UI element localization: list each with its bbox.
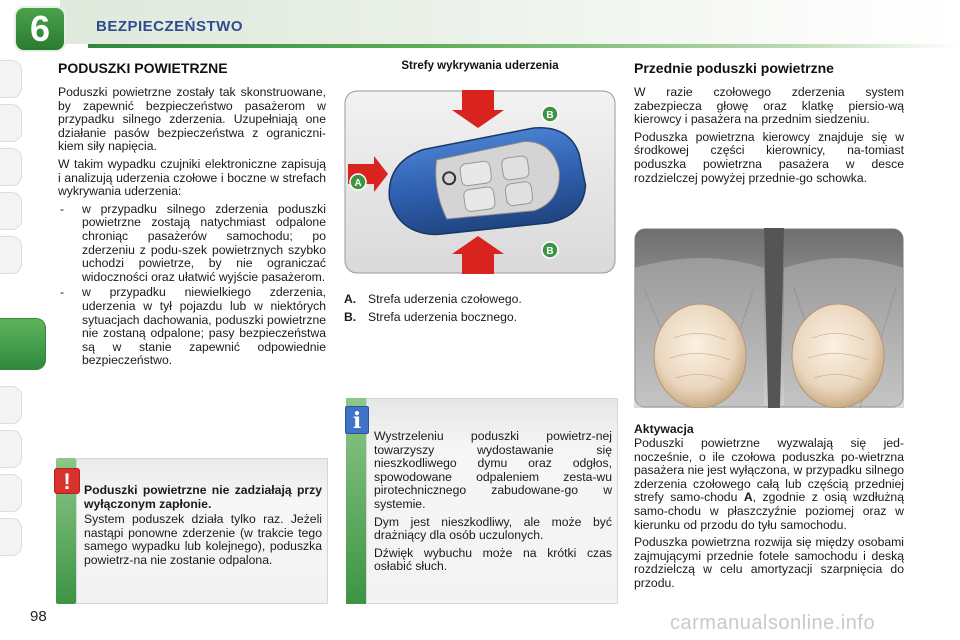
activation-section xyxy=(634,422,904,595)
section-title: PODUSZKI POWIETRZNE xyxy=(58,60,228,76)
right-paragraph: W razie czołowego zderzenia system zabezpiecza głowę oraz klatkę piersio-wą kierowcy i pasażera na przednim siedzeniu. xyxy=(634,85,904,127)
rear-seat-right xyxy=(505,181,534,206)
side-tab-9[interactable] xyxy=(0,474,22,512)
activation-text-part: Poduszki powietrzne wyzwalają się jed-nocześnie, o ile czołowa poduszka po-wietrzna pasażera nie jest wyłączona, w przypadku silnego zderzenia czołowego całą lub częścią przedniej strefy samo-chodu xyxy=(634,436,904,505)
info-paragraph: Wystrzeleniu poduszki powietrz-nej towarzyszy wydostawanie się nieszkodliwego dymu oraz odgłos, spowodowane odpaleniem zesta-wu pirotechnicznego zabudowane-go w systemie. xyxy=(374,429,612,511)
side-tab-4[interactable] xyxy=(0,192,22,230)
side-tab-active-chapter[interactable] xyxy=(0,318,46,370)
side-tab-7[interactable] xyxy=(0,386,22,424)
right-paragraph: Poduszka powietrzna kierowcy znajduje się w środkowej części kierownicy, na-tomiast poduszka powietrzna pasażera w desce rozdzielczej powyżej przednie-go schowka. xyxy=(634,129,904,185)
list-dash: - xyxy=(60,201,65,216)
list-item-text: w przypadku niewielkiego zderzenia, uderzenia w tył pojazdu lub w niektórych sytuacjach dachowania, poduszki powietrzne nie zostaną odpalone; pasy bezpieczeństwa są w stanie zapewnić odpowiednie bezpieczeństwo. xyxy=(82,285,326,368)
impact-zones-illustration xyxy=(344,90,616,274)
zone-reference: A xyxy=(743,490,753,505)
sensors-paragraph: W takim wypadku czujniki elektroniczne zapisują i analizują uderzenia czołowe i boczne w strefach wykrywania uderzenia: xyxy=(58,156,326,199)
rear-seat-left xyxy=(501,155,530,180)
list-item-text: w przypadku silnego zderzenia poduszki powietrzne zostają natychmiast odpalone chroniąc pasażerów samochodu; po zderzeniu z podu-szek powietrznych szybko uchodzi powietrze, by nie ograniczać widoczności oraz ułatwić wyjście pasażerom. xyxy=(82,201,326,284)
legend-row xyxy=(344,290,616,308)
chapter-side-tabs xyxy=(0,60,26,620)
zone-label-b-bottom: B xyxy=(546,246,554,257)
chapter-header xyxy=(0,0,960,50)
info-paragraph: Dźwięk wybuchu może na krótki czas osłabić słuch. xyxy=(374,545,612,574)
legend-text: Strefa uderzenia czołowego. xyxy=(368,292,522,306)
zone-label-b-top: B xyxy=(546,110,554,121)
legend-key: B. xyxy=(344,310,357,324)
side-tab-8[interactable] xyxy=(0,430,22,468)
page-number: 98 xyxy=(30,608,47,625)
list-dash: - xyxy=(60,285,65,300)
intro-paragraph: Poduszki powietrzne zostały tak skonstruowane, by zapewnić bezpieczeństwo pasażerom w przypadku silnego zderzenia. Uzupełniają one działanie pasów bezpieczeństwa z ograniczni-kiem siły napięcia. xyxy=(58,85,326,154)
side-tab-1[interactable] xyxy=(0,60,22,98)
side-tab-2[interactable] xyxy=(0,104,22,142)
warning-heading: Poduszki powietrzne nie zadziałają przy wyłączonym zapłonie. xyxy=(84,483,322,511)
front-seat-left xyxy=(459,161,492,187)
info-icon: i xyxy=(345,406,369,434)
left-column xyxy=(58,60,326,370)
figure-legend xyxy=(344,290,616,326)
subsection-title: Przednie poduszki powietrzne xyxy=(634,60,834,76)
zone-label-a: A xyxy=(354,178,362,189)
side-tab-3[interactable] xyxy=(0,148,22,186)
header-rule xyxy=(88,44,960,48)
info-box xyxy=(346,398,618,604)
middle-column xyxy=(340,60,620,324)
activation-paragraph: Poduszka powietrzna rozwija się między osobami zajmującymi przednie fotele samochodu i deską rozdzielczą w celu amortyzacji szarpnięcia do przodu. xyxy=(634,535,904,590)
figure-title: Strefy wykrywania uderzenia xyxy=(401,60,559,72)
warning-box xyxy=(56,458,328,604)
front-seat-right xyxy=(463,186,496,212)
front-airbags-illustration xyxy=(634,228,904,408)
list-item xyxy=(58,203,326,285)
driver-airbag xyxy=(654,304,746,408)
side-tab-5[interactable] xyxy=(0,236,22,274)
passenger-airbag xyxy=(792,304,884,408)
activation-paragraph xyxy=(634,437,904,532)
info-box-content xyxy=(374,430,612,578)
warning-text: System poduszek działa tylko raz. Jeżeli nastąpi ponowne zderzenie (w trakcie tego samego wypadku lub kolejnego), poduszka powietrz-na nie zostanie odpalona. xyxy=(84,512,322,567)
legend-text: Strefa uderzenia bocznego. xyxy=(368,310,518,324)
info-paragraph: Dym jest nieszkodliwy, ale może być drażniący dla osób uczulonych. xyxy=(374,514,612,543)
activation-text-part: , zgodnie z osią wzdłużną samo-chodu w płaszczyźnie poziomej oraz w kierunku od przodu do tyłu samochodu. xyxy=(634,490,904,532)
legend-key: A. xyxy=(344,292,357,306)
side-tab-10[interactable] xyxy=(0,518,22,556)
activation-heading: Aktywacja xyxy=(634,422,694,436)
list-item xyxy=(58,286,326,368)
chapter-number-badge: 6 xyxy=(14,6,66,52)
legend-row xyxy=(344,308,616,326)
warning-box-content xyxy=(84,484,322,572)
chapter-title: BEZPIECZEŃSTWO xyxy=(96,18,244,35)
watermark: carmanualsonline.info xyxy=(670,612,876,634)
right-column xyxy=(634,60,904,590)
warning-exclamation-icon: ! xyxy=(54,468,80,494)
